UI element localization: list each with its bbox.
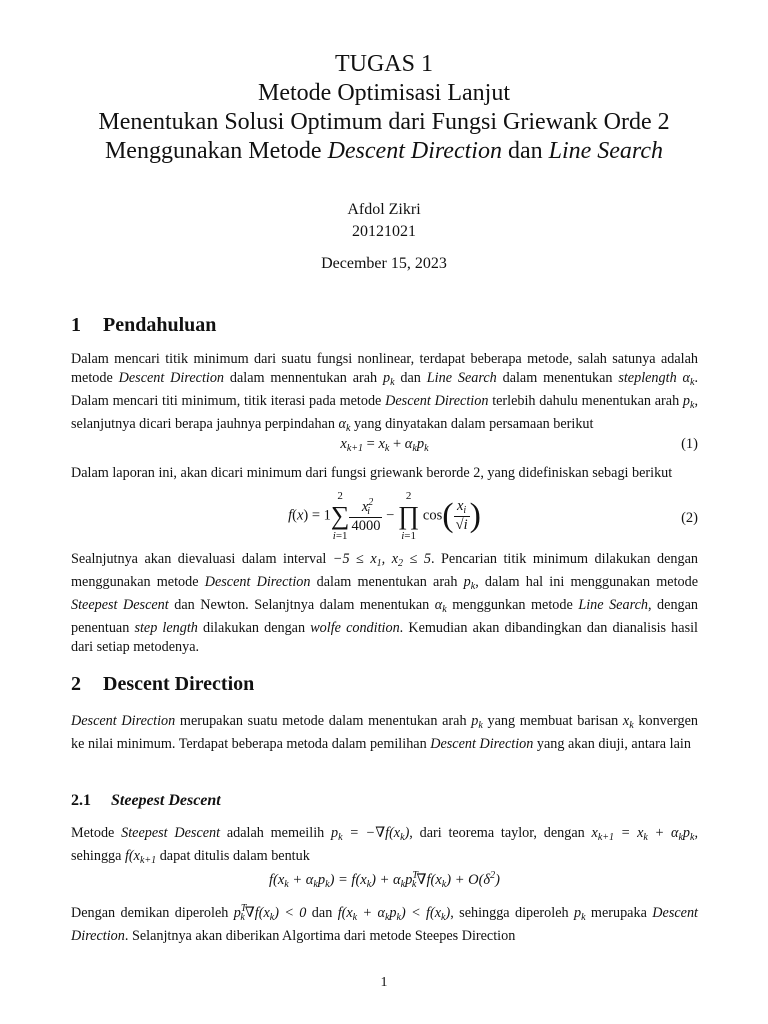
title-emphasis: Descent Direction [327, 138, 502, 164]
equation-1 [71, 436, 698, 456]
equation-body: $f(x_k + \alpha_kp_k) = f(x_k) + \alpha_kp^T_k\nabla f(x_k) + O(\delta^2)$ [269, 870, 500, 890]
section-2-heading [71, 671, 254, 697]
text: Dengan demikan diperoleh [71, 905, 234, 921]
emphasis: Descent Direction [385, 393, 489, 409]
text: dilakukan dengan [197, 620, 311, 636]
author-id: 20121021 [352, 223, 416, 240]
text: merupakan suatu metode dalam menentukan arah [175, 713, 472, 729]
section-number: 2 [71, 673, 81, 695]
text: . Dalam mencari titi minimum, titik iterasi pada metode [71, 370, 698, 409]
paper-date: December 15, 2023 [321, 255, 447, 272]
section-title: Pendahuluan [103, 314, 217, 336]
equation-body: f(x) = 12 ∑ i=1 $\frac{x^2_i}{4000}$ − 2 ∏ i=1 cos( $\frac{x_i}{√i}$ ) [288, 490, 481, 542]
title-line-1: TUGAS 1 [334, 51, 433, 77]
section-1-paragraph-3: Sealnjutnya akan dievaluasi dalam interval $-5 \le x_1$, $x_2 \le 5$. Pencarian titik minimum dilakukan dengan menggunakan metode Descent Direction dalam menentukan arah $p_k$, dalam hal ini menggunakan metode Steepest Descent dan Newton. Selanjtnya dalam menentukan $\alpha_k$ menggunkan metode Line Search, dengan penentuan step length dilakukan dengan wolfe condition. Kemudian akan dibandingkan dan dianalisis hasil dari setiap metodenya. [71, 551, 699, 655]
equation-body: $x_{k+1} = x_k + \alpha_kp_k$ [340, 436, 429, 454]
title-emphasis: Line Search [548, 138, 664, 164]
emphasis: Steepest Descent [121, 825, 221, 841]
title-line-4 [0, 137, 768, 166]
title-block [0, 50, 768, 166]
text: , selanjutnya dicari berapa jauhnya perpindahan [71, 393, 699, 432]
emphasis: step length [134, 620, 198, 636]
text: dalam menentukan arah [310, 574, 464, 590]
text: dan [306, 905, 338, 921]
text: yang akan diuji, antara lain [533, 736, 691, 752]
emphasis: Steepest Descent [71, 597, 169, 613]
equation-number: (2) [681, 510, 698, 526]
author-name: Afdol Zikri [347, 201, 421, 218]
section-1-paragraph-1: Dalam mencari titik minimum dari suatu fungsi nonlinear, terdapat beberapa metode, salah satunya adalah metode Descent Direction dalam mennentukan arah $p_k$ dan Line Search dalam menentukan steplength $\alpha_k$. Dalam mencari titi minimum, titik iterasi pada metode Descent Direction terlebih dahulu menentukan arah $p_k$, selanjutnya dicari berapa jauhnya perpindahan $\alpha_k$ yang dinyatakan dalam persamaan berikut [71, 351, 699, 434]
emphasis: Descent Direction [118, 370, 225, 386]
text: yang membuat barisan [482, 713, 623, 729]
text: dalam menentukan [496, 370, 619, 386]
text: , sehingga diperoleh [450, 905, 574, 921]
emphasis: Line Search [578, 597, 648, 613]
text: dapat ditulis dalam bentuk [156, 848, 310, 864]
text: yang dinyatakan dalam persamaan berikut [350, 416, 594, 432]
section-1-paragraph-2: Dalam laporan ini, akan dicari minimum dari fungsi griewank berorde 2, yang didefiniskan sebagi berikut [71, 465, 673, 481]
emphasis: Descent Direction [71, 713, 176, 729]
section-2-paragraph-1: Descent Direction merupakan suatu metode dalam menentukan arah $p_k$ yang membuat barisan $x_k$ konvergen ke nilai minimum. Terdapat beberapa metoda dalam pemilihan Descent Direction yang akan diuji, antara lain [71, 713, 699, 752]
text: dalam mennentukan arah [224, 370, 383, 386]
text: terlebih dahulu menentukan arah [488, 393, 683, 409]
subsection-2-1-paragraph-2: Dengan demikan diperoleh $p^T_k\nabla f(x_k) < 0$ dan $f(x_k + \alpha_kp_k) < f(x_k)$, sehingga diperoleh $p_k$ merupaka Descent Direction. Selanjtnya akan diberikan Algortima dari metode Steepes Direction [71, 903, 698, 944]
emphasis: Line Search [426, 370, 497, 386]
emphasis: steplength [618, 370, 677, 386]
subsection-2-1-paragraph-1: Metode Steepest Descent adalah memeilih $p_k = -\nabla f(x_k)$, dari teorema taylor, dengan $x_{k+1} = x_k + \alpha_kp_k$, sehingga $f(x_{k+1}$ dapat ditulis dalam bentuk [71, 825, 698, 866]
text: Metode [71, 825, 122, 841]
text: , dari teorema taylor, dengan [409, 825, 592, 841]
text: menggunkan metode [446, 597, 579, 613]
section-title: Descent Direction [103, 673, 255, 695]
subsection-2-1-heading [71, 790, 221, 812]
author-block [0, 199, 768, 243]
emphasis: Descent Direction [430, 736, 534, 752]
text: , dengan penentuan [71, 597, 699, 636]
text: konvergen ke nilai minimum. Terdapat beberapa metoda dalam pemilihan [71, 713, 699, 752]
text: Dalam mencari titik minimum dari suatu fungsi nonlinear, terdapat beberapa metode, salah satunya adalah metode [71, 351, 698, 386]
emphasis: Descent Direction [204, 574, 311, 590]
text: dan Newton. Selanjtnya dalam menentukan [168, 597, 435, 613]
title-line-2: Metode Optimisasi Lanjut [258, 80, 510, 106]
text: , sehingga [71, 825, 698, 864]
text: Sealnjutnya akan dievaluasi dalam interval [71, 551, 333, 567]
equation-number: (1) [681, 436, 698, 452]
text: adalah memeilih [220, 825, 331, 841]
text: . Pencarian titik minimum dilakukan dengan menggunakan metode [71, 551, 698, 590]
equation-2 [71, 490, 698, 548]
text: dan [394, 370, 427, 386]
page-number: 1 [380, 975, 388, 990]
text: . Kemudian akan dibandingkan dan dianalisis hasil dari setiap metodenya. [71, 620, 698, 655]
text: merupaka [585, 905, 653, 921]
equation-3 [71, 870, 698, 892]
subsection-number: 2.1 [71, 792, 91, 809]
subsection-title: Steepest Descent [111, 792, 221, 809]
emphasis: Descent Direction [71, 905, 698, 944]
section-number: 1 [71, 314, 81, 336]
title-text: Menggunakan Metode [104, 138, 328, 164]
text: , dalam hal ini menggunakan metode [475, 574, 698, 590]
emphasis: wolfe condition [310, 620, 400, 636]
section-1-heading [71, 312, 216, 338]
title-text: dan [501, 138, 549, 164]
title-line-3: Menentukan Solusi Optimum dari Fungsi Griewank Orde 2 [98, 109, 670, 135]
text: . Selanjtnya akan diberikan Algortima dari metode Steepes Direction [124, 928, 516, 944]
